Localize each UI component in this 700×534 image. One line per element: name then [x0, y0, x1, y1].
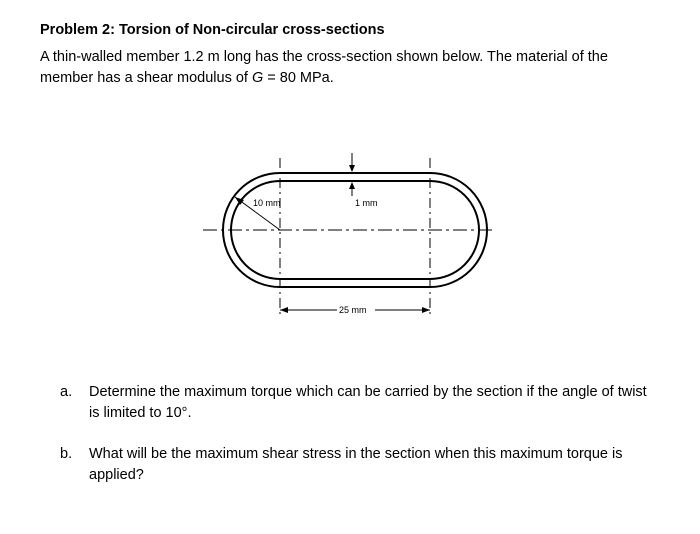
- statement-line-2-post: = 80 MPa.: [263, 70, 334, 86]
- question-b-marker: b.: [60, 446, 73, 462]
- shear-modulus-symbol: G: [251, 70, 264, 86]
- question-a-marker: a.: [60, 384, 73, 400]
- problem-title: Problem 2: Torsion of Non-circular cross-sections: [40, 22, 385, 38]
- question-a-line-1: Determine the maximum torque which can be carried by the section if the angle of twist: [89, 384, 647, 400]
- radius-label: 10 mm: [253, 198, 281, 208]
- thickness-arrowhead-top: [349, 165, 355, 172]
- cross-section-figure: [195, 150, 505, 335]
- length-arrowhead-left: [280, 307, 288, 313]
- thickness-label: 1 mm: [355, 198, 378, 208]
- question-a: [60, 382, 670, 424]
- problem-statement: [40, 47, 650, 89]
- statement-line-2-pre: member has a shear modulus of: [40, 70, 252, 86]
- question-list: [60, 382, 670, 506]
- length-arrowhead-right: [422, 307, 430, 313]
- question-b: [60, 444, 670, 486]
- statement-line-1: A thin-walled member 1.2 m long has the cross-section shown below. The material of the: [40, 49, 608, 65]
- length-label: 25 mm: [339, 305, 367, 315]
- question-a-line-2: is limited to 10°.: [89, 405, 192, 421]
- thickness-arrowhead-bottom: [349, 182, 355, 189]
- question-b-line-2: applied?: [89, 467, 144, 483]
- question-b-line-1: What will be the maximum shear stress in the section when this maximum torque is: [89, 446, 623, 462]
